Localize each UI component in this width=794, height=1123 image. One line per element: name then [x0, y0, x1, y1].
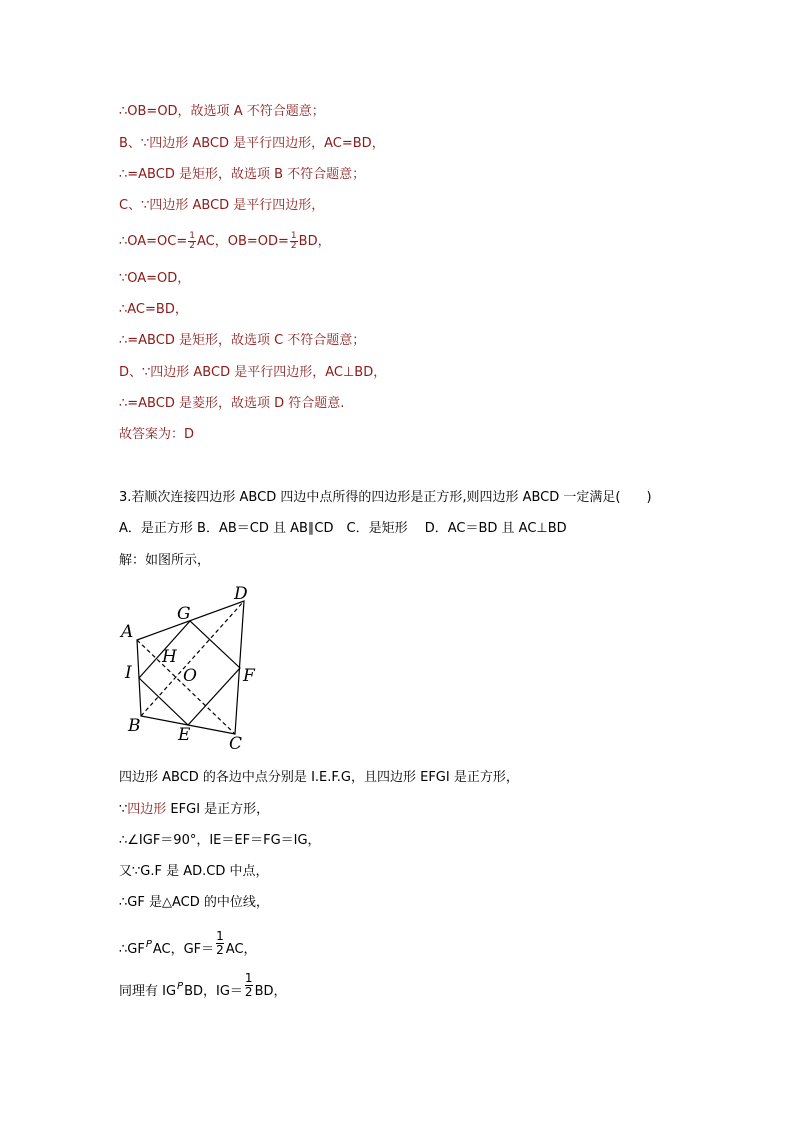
- after-line-1: 四边形 ABCD 的各边中点分别是 I.E.F.G，且四边形 EFGI 是正方形，: [119, 770, 519, 785]
- line6-part-a: ∴GF: [119, 942, 145, 957]
- after-line-3: ∴∠IGF＝90°，IE＝EF＝FG＝IG，: [119, 833, 321, 848]
- label-f: F: [243, 666, 255, 686]
- line6-part-c: AC，: [225, 942, 257, 957]
- line7-part-a: 同理有 IG: [119, 984, 177, 999]
- label-b: B: [128, 716, 141, 736]
- label-i: I: [125, 663, 132, 683]
- solution-line-6: ∵OA=OD，: [119, 271, 191, 286]
- line7-part-b: BD，IG＝: [184, 984, 243, 999]
- fraction-half-3: [216, 930, 224, 957]
- after-line-7: [119, 971, 287, 1005]
- fraction-half-4: [245, 972, 253, 999]
- solution-intro: 解：如图所示，: [119, 553, 211, 568]
- fraction-numerator: 1: [290, 231, 297, 241]
- label-a: A: [121, 622, 134, 642]
- solution-line-3: ∴=ABCD 是矩形，故选项 B 不符合题意；: [119, 167, 366, 182]
- solution-line-7: ∴AC=BD，: [119, 302, 188, 317]
- fraction-denominator: 2: [189, 241, 195, 251]
- after-line-6: [119, 929, 257, 963]
- label-d: D: [234, 584, 248, 604]
- label-h: H: [162, 647, 177, 667]
- fraction-numerator: 1: [216, 929, 224, 943]
- solution-line-9: D、∵四边形 ABCD 是平行四边形，AC⊥BD，: [119, 365, 387, 380]
- line5-part-c: BD，: [298, 234, 331, 249]
- fraction-denominator: 2: [290, 241, 297, 251]
- solution-line-4: C、∵四边形 ABCD 是平行四边形，: [119, 198, 325, 213]
- because-symbol: ∵: [119, 802, 128, 817]
- after-line-4: 又∵G.F 是 AD.CD 中点，: [119, 864, 269, 879]
- after-line-2-rest: EFGI 是正方形，: [166, 802, 270, 817]
- question-stem: 3.若顺次连接四边形 ABCD 四边中点所得的四边形是正方形,则四边形 ABCD 一定满足( ): [119, 490, 652, 505]
- label-g: G: [177, 604, 191, 624]
- question-options: A．是正方形 B．AB＝CD 且 AB∥CD C．是矩形 D．AC＝BD 且 AC⊥BD: [119, 521, 567, 536]
- line7-part-c: BD，: [254, 984, 287, 999]
- label-e: E: [178, 725, 191, 745]
- line6-part-b: AC，GF＝: [152, 942, 215, 957]
- line5-part-b: AC，OB=OD=: [197, 234, 289, 249]
- after-line-2: [119, 802, 269, 818]
- fraction-denominator: 2: [244, 985, 253, 999]
- fraction-half-2: [290, 232, 298, 251]
- highlighted-quadrilateral: 四边形: [127, 802, 167, 817]
- line5-part-a: ∴OA=OC=: [119, 234, 188, 249]
- fraction-half-1: [188, 232, 196, 251]
- label-o: O: [183, 666, 197, 686]
- diagonal-ac: [137, 640, 235, 734]
- solution-line-10: ∴=ABCD 是菱形，故选项 D 符合题意.: [119, 396, 345, 411]
- parallel-symbol: P: [145, 939, 152, 950]
- solution-line-1: ∴OB=OD，故选项 A 不符合题意；: [119, 104, 325, 119]
- fraction-numerator: 1: [244, 971, 253, 985]
- solution-line-2: B、∵四边形 ABCD 是平行四边形，AC=BD，: [119, 136, 385, 151]
- label-c: C: [229, 734, 243, 754]
- parallel-symbol: P: [177, 981, 184, 992]
- after-line-5: ∴GF 是△ACD 的中位线，: [119, 895, 269, 910]
- fraction-numerator: 1: [189, 231, 195, 241]
- fraction-denominator: 2: [216, 943, 224, 957]
- solution-line-8: ∴=ABCD 是矩形，故选项 C 不符合题意；: [119, 333, 366, 348]
- geometry-figure: [112, 578, 262, 758]
- answer-line: 故答案为：D: [119, 427, 195, 442]
- solution-line-5: [119, 232, 331, 251]
